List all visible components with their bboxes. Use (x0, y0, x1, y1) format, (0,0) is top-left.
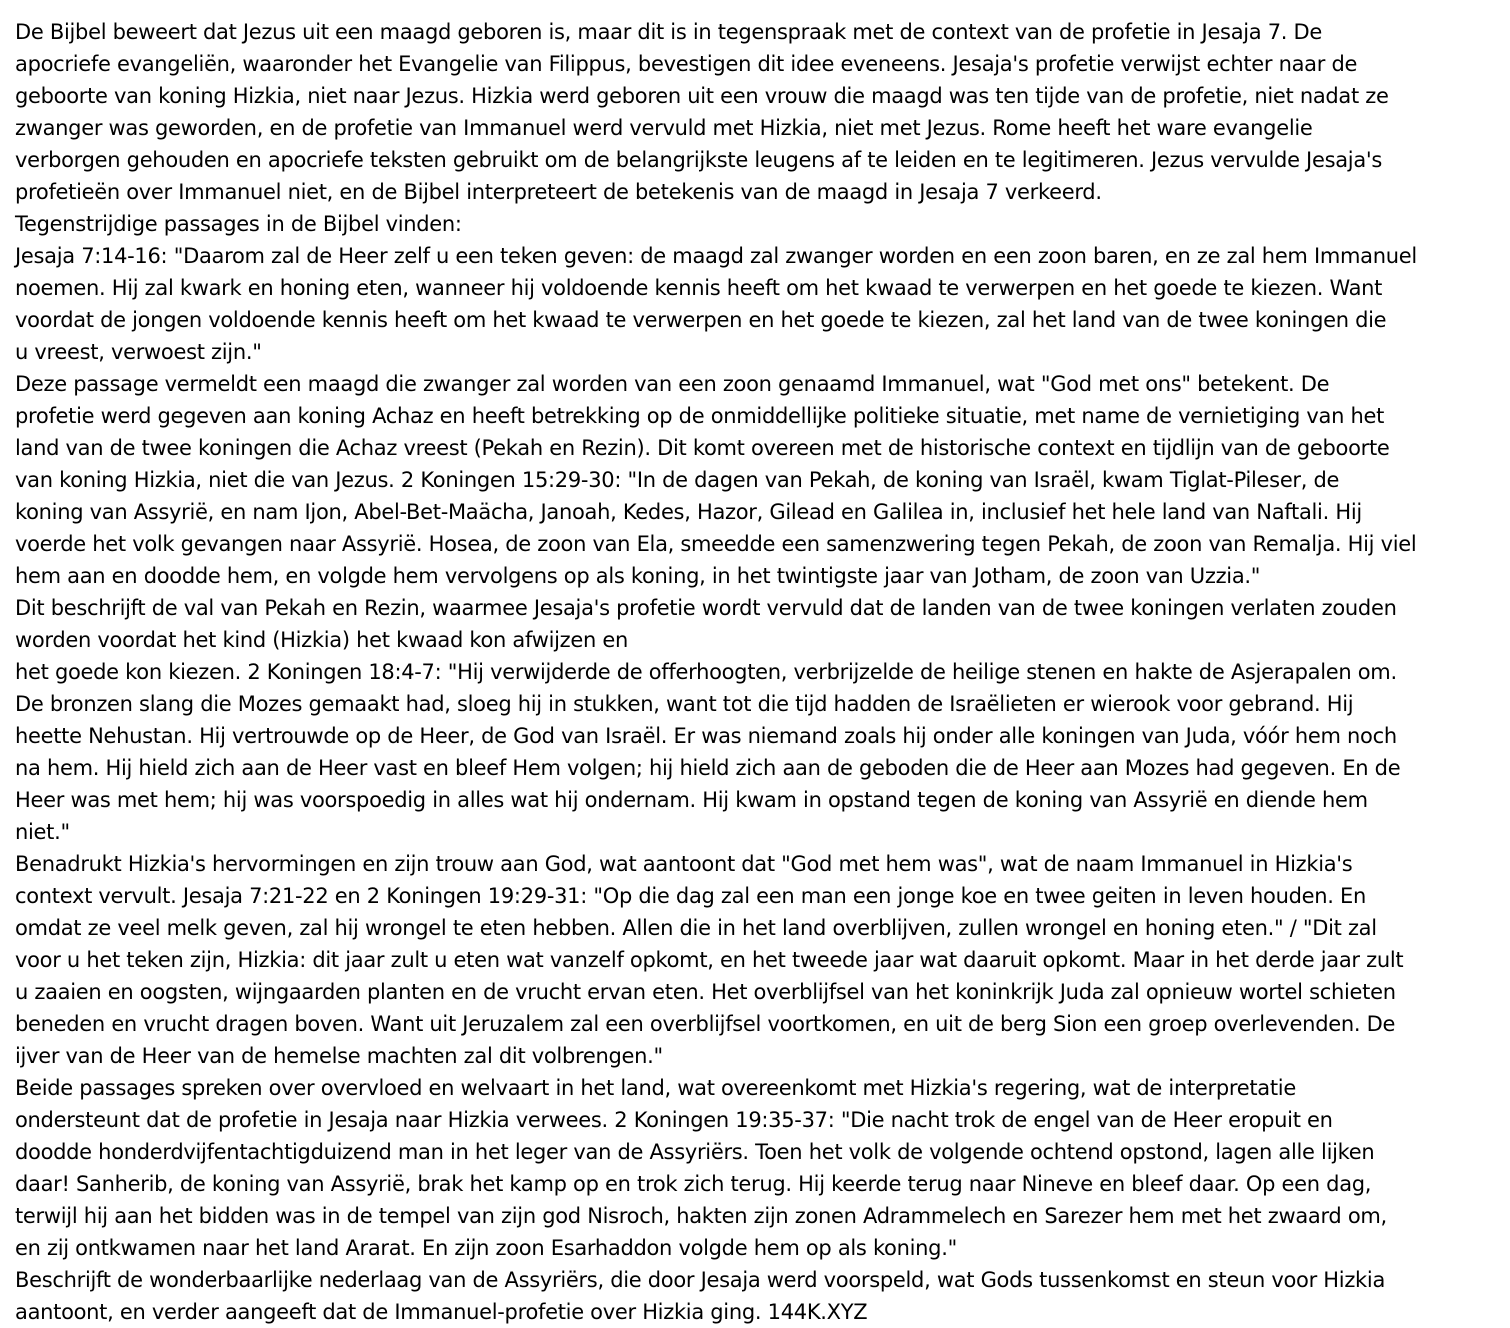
text-line: Dit beschrijft de val van Pekah en Rezin, waarmee Jesaja's profetie wordt vervuld dat de landen van de twee koningen verlaten zouden (15, 596, 1397, 620)
text-line: Beide passages spreken over overvloed en welvaart in het land, wat overeenkomt met Hizkia's regering, wat de interpretatie (15, 1076, 1296, 1100)
text-line: na hem. Hij hield zich aan de Heer vast en bleef Hem volgen; hij hield zich aan de geboden die de Heer aan Mozes had gegeven. En de (15, 756, 1401, 780)
text-line: hem aan en doodde hem, en volgde hem vervolgens op als koning, in het twintigste jaar van Jotham, de zoon van Uzzia." (15, 564, 1261, 588)
text-line: apocriefe evangeliën, waaronder het Evangelie van Filippus, bevestigen dit idee eveneens. Jesaja's profetie verwijst echter naar de (15, 52, 1358, 76)
text-line: u vreest, verwoest zijn." (15, 340, 262, 364)
text-line: De Bijbel beweert dat Jezus uit een maagd geboren is, maar dit is in tegenspraak met de context van de profetie in Jesaja 7. De (15, 20, 1323, 44)
text-line: land van de twee koningen die Achaz vreest (Pekah en Rezin). Dit komt overeen met de historische context en tijdlijn van de geboorte (15, 436, 1390, 460)
text-line: voerde het volk gevangen naar Assyrië. Hosea, de zoon van Ela, smeedde een samenzwering tegen Pekah, de zoon van Remalja. Hij viel (15, 532, 1417, 556)
text-line: Tegenstrijdige passages in de Bijbel vinden: (15, 212, 462, 236)
text-line: aantoont, en verder aangeeft dat de Immanuel-profetie over Hizkia ging. 144K.XYZ (15, 1300, 868, 1324)
text-line: van koning Hizkia, niet die van Jezus. 2 Koningen 15:29-30: "In de dagen van Pekah, de koning van Israël, kwam Tiglat-Pileser, de (15, 468, 1340, 492)
text-line: omdat ze veel melk geven, zal hij wrongel te eten hebben. Allen die in het land overblijven, zullen wrongel en honing eten." / "Dit zal (15, 916, 1377, 940)
text-line: het goede kon kiezen. 2 Koningen 18:4-7: "Hij verwijderde de offerhoogten, verbrijzelde de heilige stenen en hakte de Asjerapalen om. (15, 660, 1397, 684)
text-line: niet." (15, 820, 70, 844)
text-line: voor u het teken zijn, Hizkia: dit jaar zult u eten wat vanzelf opkomt, en het tweede jaar wat daaruit opkomt. Maar in het derde jaar zult (15, 948, 1404, 972)
text-line: Jesaja 7:14-16: "Daarom zal de Heer zelf u een teken geven: de maagd zal zwanger worden en een zoon baren, en ze zal hem Immanuel (15, 244, 1417, 268)
text-line: koning van Assyrië, en nam Ijon, Abel-Bet-Maächa, Janoah, Kedes, Hazor, Gilead en Galilea in, inclusief het hele land van Naftali. Hij (15, 500, 1362, 524)
text-line: heette Nehustan. Hij vertrouwde op de Heer, de God van Israël. Er was niemand zoals hij onder alle koningen van Juda, vóór hem noch (15, 724, 1397, 748)
text-line: context vervult. Jesaja 7:21-22 en 2 Koningen 19:29-31: "Op die dag zal een man een jonge koe en twee geiten in leven houden. En (15, 884, 1366, 908)
text-line: worden voordat het kind (Hizkia) het kwaad kon afwijzen en (15, 628, 629, 652)
text-line: zwanger was geworden, en de profetie van Immanuel werd vervuld met Hizkia, niet met Jezus. Rome heeft het ware evangelie (15, 116, 1313, 140)
text-line: ondersteunt dat de profetie in Jesaja naar Hizkia verwees. 2 Koningen 19:35-37: "Die nacht trok de engel van de Heer eropuit en (15, 1108, 1333, 1132)
text-line: terwijl hij aan het bidden was in de tempel van zijn god Nisroch, hakten zijn zonen Adrammelech en Sarezer hem met het zwaard om, (15, 1204, 1387, 1228)
text-line: Benadrukt Hizkia's hervormingen en zijn trouw aan God, wat aantoont dat "God met hem was", wat de naam Immanuel in Hizkia's (15, 852, 1353, 876)
text-line: De bronzen slang die Mozes gemaakt had, sloeg hij in stukken, want tot die tijd hadden de Israëlieten er wierook voor gebrand. Hij (15, 692, 1354, 716)
text-line: voordat de jongen voldoende kennis heeft om het kwaad te verwerpen en het goede te kiezen, zal het land van de twee koningen die (15, 308, 1387, 332)
text-line: u zaaien en oogsten, wijngaarden planten en de vrucht ervan eten. Het overblijfsel van het koninkrijk Juda zal opnieuw wortel schieten (15, 980, 1396, 1004)
text-line: ijver van de Heer van de hemelse machten zal dit volbrengen." (15, 1044, 663, 1068)
text-line: Beschrijft de wonderbaarlijke nederlaag van de Assyriërs, die door Jesaja werd voorspeld, wat Gods tussenkomst en steun voor Hizkia (15, 1268, 1386, 1292)
text-line: noemen. Hij zal kwark en honing eten, wanneer hij voldoende kennis heeft om het kwaad te verwerpen en het goede te kiezen. Want (15, 276, 1383, 300)
text-line: verborgen gehouden en apocriefe teksten gebruikt om de belangrijkste leugens af te leiden en te legitimeren. Jezus vervulde Jesaja's (15, 148, 1383, 172)
text-line: en zij ontkwamen naar het land Ararat. En zijn zoon Esarhaddon volgde hem op als koning." (15, 1236, 957, 1260)
text-line: doodde honderdvijfentachtigduizend man in het leger van de Assyriërs. Toen het volk de volgende ochtend opstond, lagen alle lijken (15, 1140, 1375, 1164)
text-line: beneden en vrucht dragen boven. Want uit Jeruzalem zal een overblijfsel voortkomen, en uit de berg Sion een groep overlevenden. De (15, 1012, 1396, 1036)
text-line: Heer was met hem; hij was voorspoedig in alles wat hij ondernam. Hij kwam in opstand tegen de koning van Assyrië en diende hem (15, 788, 1368, 812)
text-line: profetie werd gegeven aan koning Achaz en heeft betrekking op de onmiddellijke politieke situatie, met name de vernietiging van het (15, 404, 1385, 428)
text-line: geboorte van koning Hizkia, niet naar Jezus. Hizkia werd geboren uit een vrouw die maagd was ten tijde van de profetie, niet nadat ze (15, 84, 1389, 108)
text-line: Deze passage vermeldt een maagd die zwanger zal worden van een zoon genaamd Immanuel, wat "God met ons" betekent. De (15, 372, 1330, 396)
text-line: profetieën over Immanuel niet, en de Bijbel interpreteert de betekenis van de maagd in Jesaja 7 verkeerd. (15, 180, 1102, 204)
text-line: daar! Sanherib, de koning van Assyrië, brak het kamp op en trok zich terug. Hij keerde terug naar Nineve en bleef daar. Op een dag, (15, 1172, 1372, 1196)
